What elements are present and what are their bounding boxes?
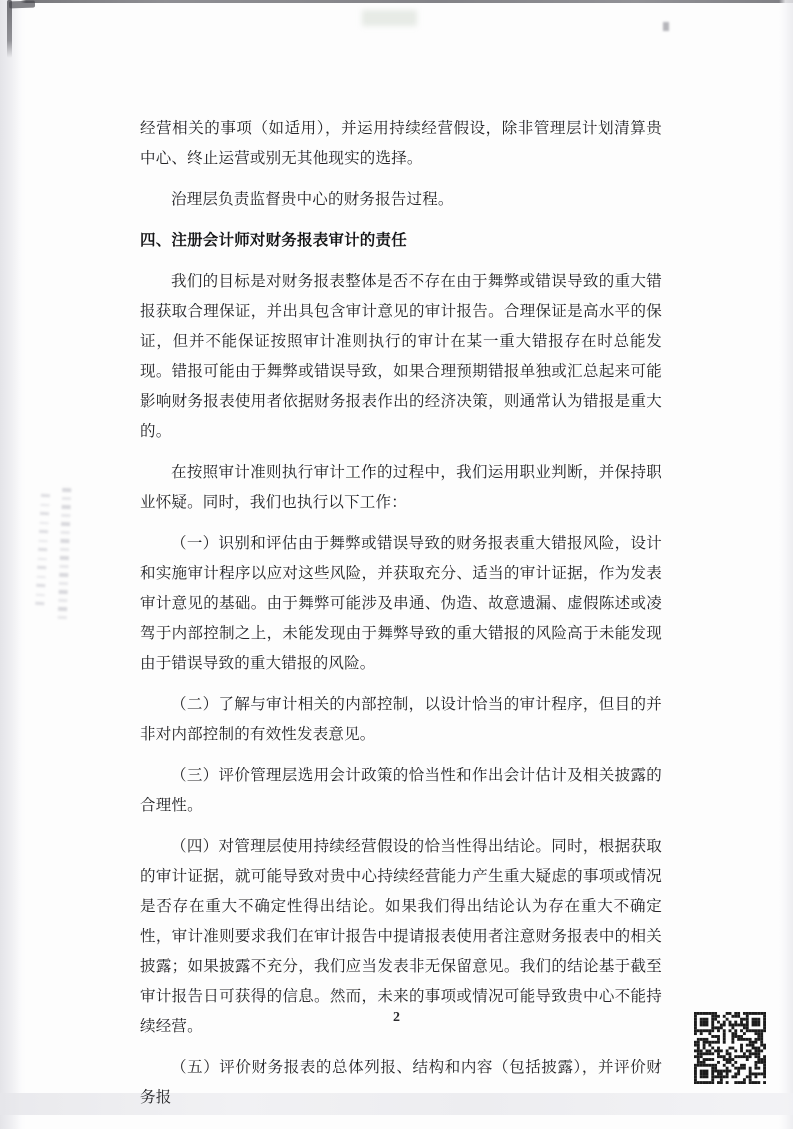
paragraph-objective: 我们的目标是对财务报表整体是否不存在由于舞弊或错误导致的重大错报获取合理保证，并出具包含审计意见的审计报告。合理保证是高水平的保证，但并不能保证按照审计准则执行的审计在某一重大错报存在时总能发现。错报可能由于舞弊或错误导致，如果合理预期错报单独或汇总起来可能影响财务报表使用者依据财务报表作出的经济决策，则通常认为错报是重大的。 (140, 273, 662, 440)
paragraph-continuation: 经营相关的事项（如适用），并运用持续经营假设，除非管理层计划清算贵中心、终止运营或别无其他现实的选择。 (140, 120, 662, 167)
section-heading: 四、注册会计师对财务报表审计的责任 (140, 232, 407, 249)
bleed-through-artifact (58, 488, 72, 620)
paragraph-item-5: （五）评价财务报表的总体列报、结构和内容（包括披露），并评价财务报 (140, 1059, 662, 1106)
paragraph-item-2: （二）了解与审计相关的内部控制，以设计恰当的审计程序，但目的并非对内部控制的有效性发表意见。 (140, 696, 662, 743)
paragraph-governance: 治理层负责监督贵中心的财务报告过程。 (171, 191, 454, 208)
paragraph-item-3: （三）评价管理层选用会计政策的恰当性和作出会计估计及相关披露的合理性。 (140, 767, 662, 814)
document-body (140, 114, 662, 1124)
scan-smudge (362, 10, 417, 26)
scan-edge-top (8, 0, 793, 3)
paragraph-item-1: （一）识别和评估由于舞弊或错误导致的财务报表重大错报风险，设计和实施审计程序以应对这些风险，并获取充分、适当的审计证据，作为发表审计意见的基础。由于舞弊可能涉及串通、伪造、故意遗漏、虚假陈述或凌驾于内部控制之上，未能发现由于舞弊导致的重大错报的风险高于未能发现由于错误导致的重大错报的风险。 (140, 535, 662, 672)
scan-speck (663, 22, 669, 31)
corner-smudge (9, 1, 35, 9)
paragraph-process: 在按照审计准则执行审计工作的过程中，我们运用职业判断，并保持职业怀疑。同时，我们也执行以下工作： (140, 464, 662, 511)
corner-mark (7, 0, 12, 58)
qr-code (694, 1012, 766, 1084)
bleed-through-artifact (35, 494, 50, 610)
paragraph-item-4: （四）对管理层使用持续经营假设的恰当性得出结论。同时，根据获取的审计证据，就可能导致对贵中心持续经营能力产生重大疑虑的事项或情况是否存在重大不确定性得出结论。如果我们得出结论认为存在重大不确定性，审计准则要求我们在审计报告中提请报表使用者注意财务报表中的相关披露；如果披露不充分，我们应当发表非无保留意见。我们的结论基于截至审计报告日可获得的信息。然而，未来的事项或情况可能导致贵中心不能持续经营。 (140, 838, 662, 1035)
scan-edge-left (0, 0, 26, 1129)
page-number: 2 (393, 1010, 400, 1025)
scan-edge-right (779, 0, 793, 1129)
